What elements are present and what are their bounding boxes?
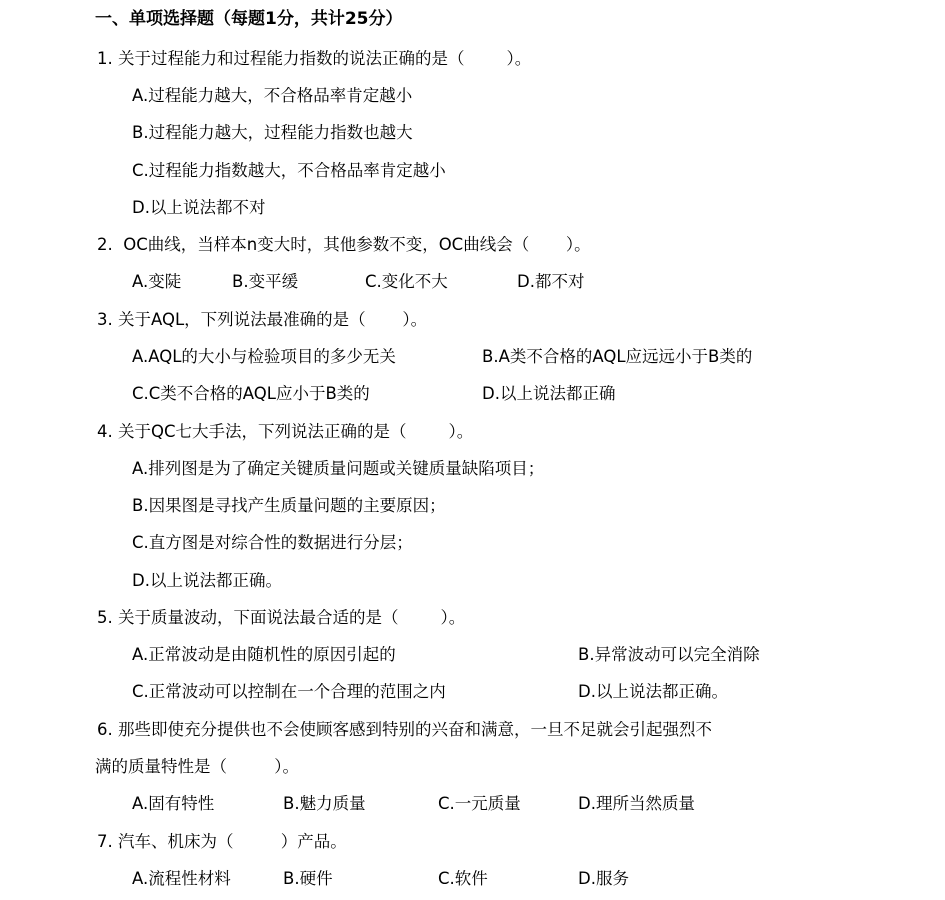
question-1-option-a: A.过程能力越大，不合格品率肯定越小 bbox=[132, 86, 413, 105]
question-1-option-d: D.以上说法都不对 bbox=[132, 198, 266, 217]
question-1-option-c: C.过程能力指数越大，不合格品率肯定越小 bbox=[132, 161, 446, 180]
question-1-option-b: B.过程能力越大，过程能力指数也越大 bbox=[132, 123, 413, 142]
question-6-option-c: C.一元质量 bbox=[438, 794, 521, 813]
question-7-stem: 7. 汽车、机床为（ ）产品。 bbox=[97, 832, 347, 851]
question-3-option-b: B.A类不合格的AQL应远远小于B类的 bbox=[482, 347, 753, 366]
question-3-option-d: D.以上说法都正确 bbox=[482, 384, 616, 403]
question-2-option-d: D.都不对 bbox=[517, 272, 585, 291]
question-4-option-d: D.以上说法都正确。 bbox=[132, 571, 282, 590]
question-5-option-b: B.异常波动可以完全消除 bbox=[578, 645, 760, 664]
question-6-option-a: A.固有特性 bbox=[132, 794, 215, 813]
question-3-stem: 3. 关于AQL，下列说法最准确的是（ ）。 bbox=[97, 310, 428, 329]
question-2-option-c: C.变化不大 bbox=[365, 272, 448, 291]
section-title: 一、单项选择题（每题1分，共计25分） bbox=[95, 9, 403, 29]
question-7-option-d: D.服务 bbox=[578, 869, 629, 888]
question-6-stem: 6. 那些即使充分提供也不会使顾客感到特别的兴奋和满意，一旦不足就会引起强烈不 bbox=[97, 720, 712, 739]
question-1-stem: 1. 关于过程能力和过程能力指数的说法正确的是（ ）。 bbox=[97, 49, 532, 68]
question-5-option-c: C.正常波动可以控制在一个合理的范围之内 bbox=[132, 682, 446, 701]
question-6-stem-continued: 满的质量特性是（ ）。 bbox=[95, 757, 299, 776]
question-3-option-c: C.C类不合格的AQL应小于B类的 bbox=[132, 384, 370, 403]
question-2-option-a: A.变陡 bbox=[132, 272, 182, 291]
question-4-option-a: A.排列图是为了确定关键质量问题或关键质量缺陷项目； bbox=[132, 459, 545, 478]
question-7-option-a: A.流程性材料 bbox=[132, 869, 231, 888]
question-4-option-b: B.因果图是寻找产生质量问题的主要原因； bbox=[132, 496, 446, 515]
question-5-option-a: A.正常波动是由随机性的原因引起的 bbox=[132, 645, 396, 664]
question-2-option-b: B.变平缓 bbox=[232, 272, 299, 291]
question-4-stem: 4. 关于QC七大手法，下列说法正确的是（ ）。 bbox=[97, 422, 474, 441]
question-6-option-d: D.理所当然质量 bbox=[578, 794, 695, 813]
question-7-option-b: B.硬件 bbox=[283, 869, 333, 888]
question-3-option-a: A.AQL的大小与检验项目的多少无关 bbox=[132, 347, 396, 366]
question-2-stem: 2. OC曲线，当样本n变大时，其他参数不变，OC曲线会（ ）。 bbox=[97, 235, 591, 254]
question-6-option-b: B.魅力质量 bbox=[283, 794, 366, 813]
question-4-option-c: C.直方图是对综合性的数据进行分层； bbox=[132, 533, 413, 552]
question-5-option-d: D.以上说法都正确。 bbox=[578, 682, 728, 701]
question-5-stem: 5. 关于质量波动，下面说法最合适的是（ ）。 bbox=[97, 608, 466, 627]
question-7-option-c: C.软件 bbox=[438, 869, 488, 888]
